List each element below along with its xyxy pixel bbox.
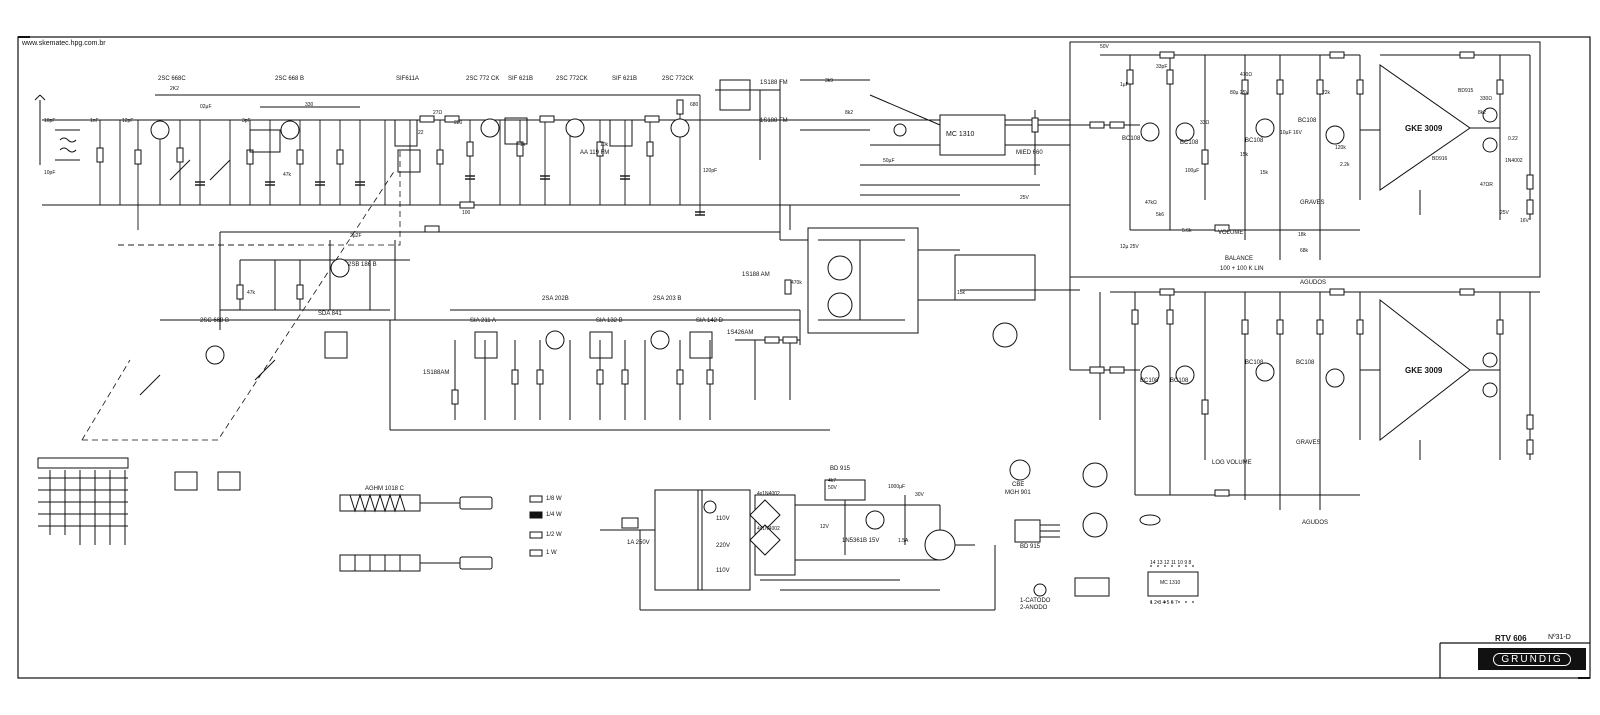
component-value: 22k (1322, 90, 1331, 96)
zener-label: 1N5361B 15V (842, 538, 880, 544)
regulator-label: BD 915 (830, 466, 851, 472)
component-value: 47k (283, 172, 292, 178)
component-value: 1k (520, 142, 526, 148)
component-value: 1µF (1120, 82, 1129, 88)
component-value: 8k2 (1478, 110, 1487, 116)
component-value: 470Ω (1240, 72, 1253, 78)
component-value: 12V (820, 524, 829, 530)
component-value: 15k (957, 290, 966, 296)
component-value: 8k2 (845, 110, 854, 116)
amp2-transistor: BC108 (1245, 360, 1264, 366)
model-label: RTV 606 (1495, 634, 1527, 643)
component-value: 16V (1520, 218, 1529, 224)
voltage-label: 220V (716, 543, 731, 549)
diode-label: 1S188 AM (742, 272, 770, 278)
transistor-label: SIA 142 D (696, 318, 724, 324)
transistor-label: SDA 841 (318, 311, 342, 317)
component-value: 30V (915, 492, 924, 498)
brand-logo (1478, 648, 1586, 670)
diode-label: 1S188 FM (760, 118, 788, 124)
diode-label: 1S426AM (727, 330, 754, 336)
balance-value: 100 + 100 K LIN (1220, 266, 1264, 272)
component-value: 330Ω (1480, 96, 1493, 102)
wattage-legend: 1/2 W (546, 532, 562, 538)
component-value: 5k6 (1156, 212, 1165, 218)
amp2-transistor: BC108 (1140, 378, 1159, 384)
wattage-legend: 1/8 W (546, 496, 562, 502)
component-value: 0.22 (1508, 136, 1518, 142)
cathode-label: 1-CATODO (1020, 598, 1051, 604)
amp2-ic-label: GKE 3009 (1405, 366, 1443, 375)
component-value: BD915 (1458, 88, 1474, 94)
wattage-legend: 1/4 W (546, 512, 562, 518)
component-value: 22 (418, 130, 424, 136)
amp2-transistor: BC108 (1296, 360, 1315, 366)
decoder-ic-label: MC 1310 (946, 131, 975, 138)
mc-label: MC 1310 (1160, 580, 1181, 586)
pinout-label: CBE (1012, 482, 1025, 488)
component-value: 1N4002 (1505, 158, 1523, 164)
amp2-transistor: BC108 (1170, 378, 1189, 384)
transistor-label: 2SC 772CK (556, 76, 588, 82)
component-value: 10k (600, 142, 609, 148)
doc-number: Nº31-D (1548, 634, 1571, 641)
component-value: 80µ 25V (1230, 90, 1249, 96)
component-value: 220 (454, 120, 463, 126)
ferrite-label: AGHM 1018 C (365, 486, 405, 492)
component-value: 47ΩR (1480, 182, 1493, 188)
component-value: 100µF (1185, 168, 1200, 174)
pinout-label: MGH 901 (1005, 490, 1031, 496)
amp2-control: GRAVES (1296, 440, 1321, 446)
transistor-label: SIF 621B (508, 76, 534, 82)
led-label: MIED 660 (1016, 150, 1043, 156)
mc-pins-top: 14 13 12 11 10 9 8 (1150, 560, 1192, 566)
sheet-border (18, 37, 1590, 678)
fuse-label: 1A 250V (627, 540, 650, 546)
component-value: 3pF (242, 118, 251, 124)
transistor-label: 2SA 203 B (653, 296, 682, 302)
component-value: 25V (1500, 210, 1509, 216)
component-value: 2.2k (1340, 162, 1350, 168)
amp1-transistor: BC108 (1245, 138, 1264, 144)
component-value: 120pF (703, 168, 718, 174)
diode-label: AA 119 FM (580, 150, 610, 156)
component-value: 68k (1300, 248, 1309, 254)
component-value: 33pF (1156, 64, 1168, 70)
component-value: 25V (1020, 195, 1029, 201)
wattage-legend: 1 W (546, 550, 557, 556)
transistor-label: SIF 621B (612, 76, 638, 82)
component-value: 1.5A (898, 538, 909, 544)
diode-label: 1S188 FM (760, 80, 788, 86)
component-value: 18k (1298, 232, 1307, 238)
amp1-control: GRAVES (1300, 200, 1325, 206)
component-value: 27Ω (433, 110, 443, 116)
component-value: 10pF (44, 118, 56, 124)
amp1-transistor: BC108 (1298, 118, 1317, 124)
component-value: 12µ 25V (1120, 244, 1139, 250)
brand-name: GRUNDIG (1493, 653, 1570, 666)
component-value: 33Ω (1200, 120, 1210, 126)
component-value: 1nF (90, 118, 99, 124)
component-value: 50V (828, 485, 837, 491)
component-value: 10pF (44, 170, 56, 176)
anode-label: 2-ANODO (1020, 605, 1048, 611)
component-value: 47k (247, 290, 256, 296)
transistor-label: 2SC 772CK (662, 76, 694, 82)
transistor-label: 2SB 186 B (348, 262, 377, 268)
component-value: 47kΩ (1145, 200, 1157, 206)
transistor-label: 2SC 772 CK (466, 76, 500, 82)
transistor-label: SIA 132 B (596, 318, 623, 324)
mc-pins-bottom: 1 2 3 4 5 6 7 (1150, 600, 1178, 606)
component-value: BD916 (1432, 156, 1448, 162)
component-value: 100 (462, 210, 471, 216)
bd-label: BD 915 (1020, 544, 1041, 550)
component-value: 330 (305, 102, 314, 108)
component-value: 15k (1240, 152, 1249, 158)
component-value: 2K2 (170, 86, 179, 92)
amp1-transistor: BC108 (1180, 140, 1199, 146)
component-value: 1000µF (888, 484, 906, 490)
component-value: 10µF 16V (1280, 130, 1302, 136)
transistor-label: 2SC 668 B (200, 318, 230, 324)
voltage-label: 110V (716, 568, 730, 574)
component-value: 470k (791, 280, 802, 286)
component-value: 4k7 (828, 478, 837, 484)
component-value: 5.6k (1182, 228, 1192, 234)
component-value: 680 (690, 102, 699, 108)
component-value: 15k (1260, 170, 1269, 176)
amp1-control: AGUDOS (1300, 280, 1327, 286)
amp1-control: VOLUME (1218, 230, 1244, 236)
transistor-label: 2SA 202B (542, 296, 569, 302)
component-value: 3k9 (825, 78, 834, 84)
voltage-label: 110V (716, 516, 730, 522)
transistor-label: SIA 211 A (470, 318, 496, 324)
amp2-control: LOG VOLUME (1212, 460, 1252, 466)
component-value: 02µF (200, 104, 212, 110)
component-value: 12pF (122, 118, 134, 124)
rectifier-label: 4x1N4002 (757, 491, 780, 497)
diode-label: 1S188AM (423, 370, 450, 376)
component-value: 2µ2F (350, 233, 362, 239)
transistor-label: SIF611A (396, 76, 419, 82)
component-value: 50µF (883, 158, 895, 164)
component-value: 50V (1100, 44, 1109, 50)
rectifier-label: 4x1N4002 (757, 526, 780, 532)
amp1-transistor: BC108 (1122, 136, 1141, 142)
amp2-control: AGUDOS (1302, 520, 1329, 526)
component-value: 120k (1335, 145, 1346, 151)
amp1-control: BALANCE (1225, 256, 1254, 262)
transistor-label: 2SC 668C (158, 76, 186, 82)
website-label: www.skematec.hpg.com.br (22, 40, 106, 47)
amp1-ic-label: GKE 3009 (1405, 124, 1443, 133)
transistor-label: 2SC 668 B (275, 76, 305, 82)
